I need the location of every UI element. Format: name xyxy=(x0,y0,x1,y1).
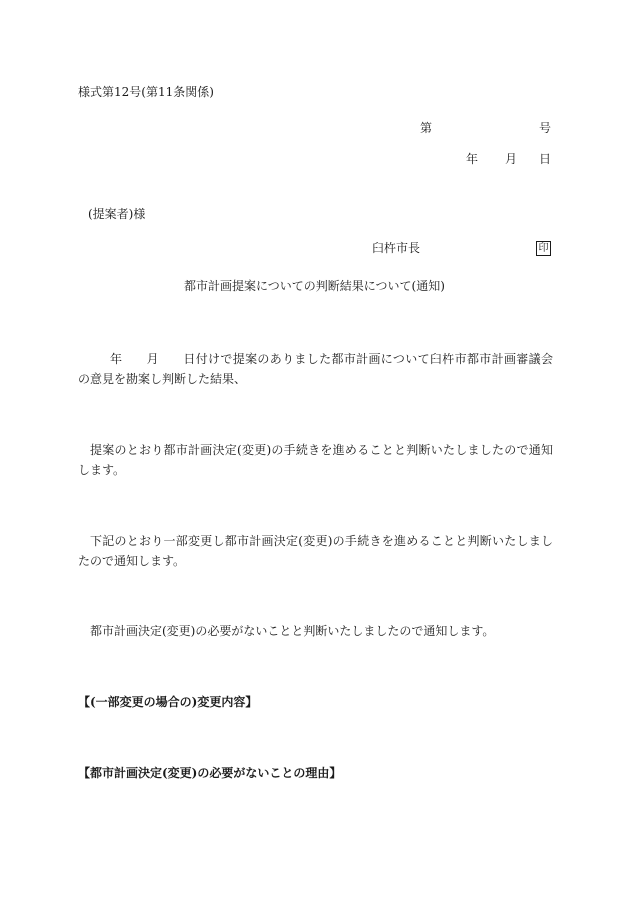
doc-number-suffix: 号 xyxy=(539,121,552,135)
sender-title: 臼杵市長 xyxy=(372,241,421,255)
intro-year: 年 xyxy=(110,352,123,366)
option-paragraph: 都市計画決定(変更)の必要がないことと判断いたしましたので通知します。 xyxy=(90,624,495,638)
form-label: 様式第12号(第11条関係) xyxy=(78,85,214,99)
intro-paragraph xyxy=(78,349,553,389)
seal-icon: 印 xyxy=(536,241,551,256)
date-day: 日 xyxy=(539,152,552,166)
addressee: (提案者)様 xyxy=(88,207,146,221)
intro-text: 日付けで提案のありました都市計画について臼杵市都市計画審議会の意見を勘案し判断した結果、 xyxy=(78,352,553,386)
subject-title: 都市計画提案についての判断結果について(通知) xyxy=(184,279,445,293)
section-heading-changes: 【(一部変更の場合の)変更内容】 xyxy=(78,695,258,709)
date-month: 月 xyxy=(505,152,518,166)
seal-mark xyxy=(536,241,551,256)
doc-number-prefix: 第 xyxy=(420,121,433,135)
date-year: 年 xyxy=(466,152,479,166)
option-paragraph: 下記のとおり一部変更し都市計画決定(変更)の手続きを進めることと判断いたしましたので通知します。 xyxy=(78,534,553,568)
option-paragraph: 提案のとおり都市計画決定(変更)の手続きを進めることと判断いたしましたので通知します。 xyxy=(78,443,553,477)
section-heading-reason: 【都市計画決定(変更)の必要がないことの理由】 xyxy=(78,766,342,780)
intro-month: 月 xyxy=(146,352,160,366)
